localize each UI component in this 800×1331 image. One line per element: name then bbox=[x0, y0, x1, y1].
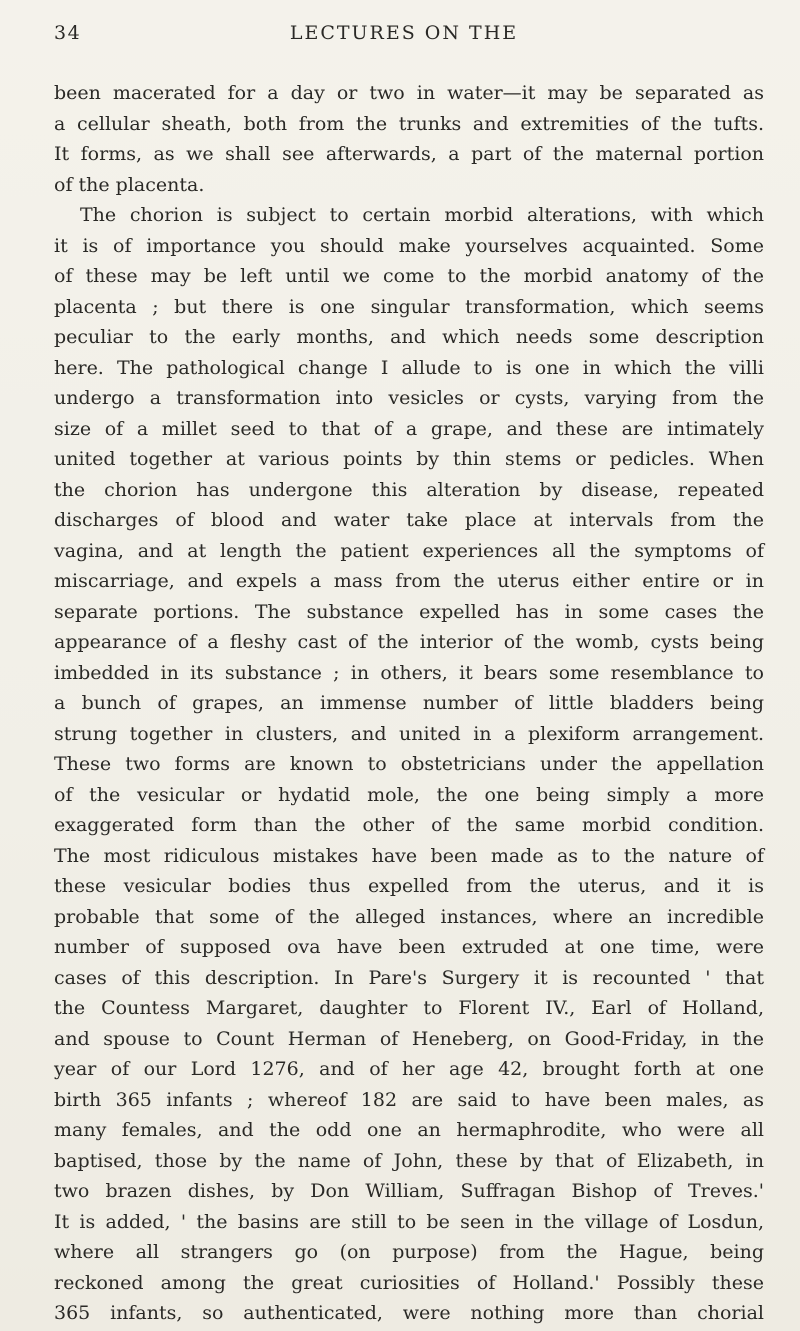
text-line: vagina, and at length the patient experiences all the symptoms of bbox=[54, 539, 764, 562]
text-line: 365 infants, so authenticated, were nothing more than chorial bbox=[54, 1302, 764, 1324]
text-line: size of a millet seed to that of a grape, and these are intimately bbox=[54, 417, 764, 440]
text-line: It is added, ' the basins are still to be seen in the village of Losdun, bbox=[54, 1210, 764, 1233]
text-line: a bunch of grapes, an immense number of little bladders being bbox=[54, 692, 764, 714]
text-line: exaggerated form than the other of the same morbid condition. bbox=[54, 814, 764, 836]
text-line: baptised, those by the name of John, these by that of Elizabeth, in bbox=[54, 1149, 764, 1172]
text-line: discharges of blood and water take place at intervals from the bbox=[54, 509, 764, 531]
text-line: The chorion is subject to certain morbid alterations, with which bbox=[80, 204, 764, 226]
body-text bbox=[54, 78, 764, 1329]
text-line: miscarriage, and expels a mass from the uterus either entire or in bbox=[54, 570, 764, 592]
text-line: the chorion has undergone this alteration by disease, repeated bbox=[54, 478, 764, 501]
running-head bbox=[54, 22, 754, 52]
text-line: been macerated for a day or two in water—it may be separated as bbox=[54, 82, 764, 104]
text-line: two brazen dishes, by Don William, Suffragan Bishop of Treves.' bbox=[54, 1180, 764, 1202]
text-line: where all strangers go (on purpose) from the Hague, being bbox=[54, 1241, 764, 1263]
text-line: imbedded in its substance ; in others, it bears some resemblance to bbox=[54, 661, 764, 684]
text-line: separate portions. The substance expelled has in some cases the bbox=[54, 600, 764, 623]
text-line: birth 365 infants ; whereof 182 are said to have been males, as bbox=[54, 1088, 764, 1111]
text-line: reckoned among the great curiosities of Holland.' Possibly these bbox=[54, 1271, 764, 1294]
text-line: year of our Lord 1276, and of her age 42, brought forth at one bbox=[54, 1058, 764, 1080]
text-line: it is of importance you should make yourselves acquainted. Some bbox=[54, 234, 764, 257]
text-line: appearance of a fleshy cast of the interior of the womb, cysts being bbox=[54, 631, 764, 653]
text-line: many females, and the odd one an hermaphrodite, who were all bbox=[54, 1119, 764, 1141]
text-line: cases of this description. In Pare's Surgery it is recounted ' that bbox=[54, 966, 764, 989]
running-title: LECTURES ON THE bbox=[289, 22, 519, 44]
text-line: here. The pathological change I allude to is one in which the villi bbox=[54, 356, 764, 379]
text-line: probable that some of the alleged instances, where an incredible bbox=[54, 905, 764, 928]
text-line: of the placenta. bbox=[54, 173, 205, 196]
text-line: the Countess Margaret, daughter to Florent IV., Earl of Holland, bbox=[54, 997, 764, 1019]
text-line: peculiar to the early months, and which needs some description bbox=[54, 326, 764, 348]
text-line: These two forms are known to obstetricians under the appellation bbox=[54, 753, 764, 775]
text-line: undergo a transformation into vesicles or cysts, varying from the bbox=[54, 387, 764, 409]
page-number: 34 bbox=[54, 22, 82, 44]
text-line: number of supposed ova have been extruded at one time, were bbox=[54, 936, 764, 958]
text-line: of the vesicular or hydatid mole, the one being simply a more bbox=[54, 783, 764, 806]
text-line: and spouse to Count Herman of Heneberg, on Good-Friday, in the bbox=[54, 1027, 764, 1050]
text-line: of these may be left until we come to the morbid anatomy of the bbox=[54, 265, 764, 287]
text-line: placenta ; but there is one singular transformation, which seems bbox=[54, 295, 764, 318]
text-line: a cellular sheath, both from the trunks and extremities of the tufts. bbox=[54, 112, 764, 135]
text-line: It forms, as we shall see afterwards, a part of the maternal portion bbox=[54, 143, 764, 165]
text-line: these vesicular bodies thus expelled from the uterus, and it is bbox=[54, 875, 764, 897]
text-line: united together at various points by thin stems or pedicles. When bbox=[54, 448, 764, 470]
text-line: The most ridiculous mistakes have been made as to the nature of bbox=[54, 844, 764, 867]
text-line: strung together in clusters, and united in a plexiform arrangement. bbox=[54, 722, 764, 745]
